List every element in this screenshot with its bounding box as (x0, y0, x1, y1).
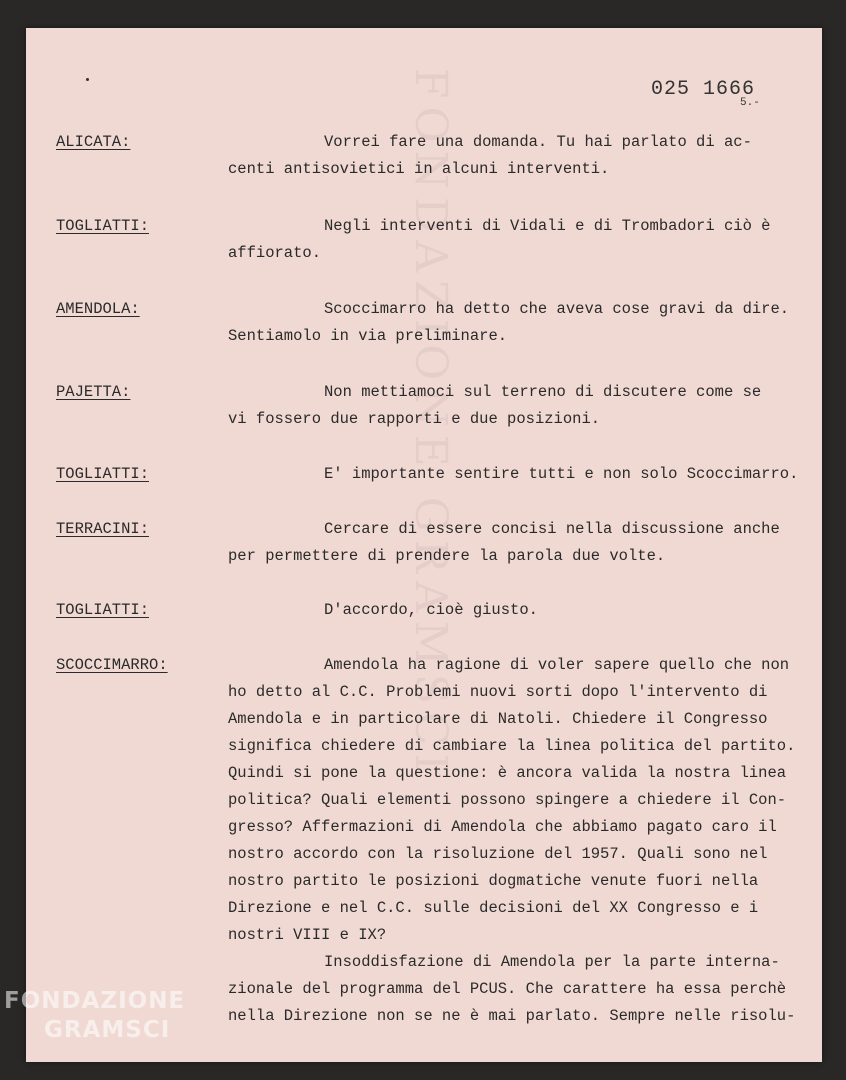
text-line: significa chiedere di cambiare la linea politica del partito. (228, 737, 796, 755)
text-line: nostro partito le posizioni dogmatiche venute fuori nella (228, 872, 759, 890)
text-line: centi antisovietici in alcuni interventi. (228, 160, 610, 178)
text-line: Sentiamolo in via preliminare. (228, 327, 508, 345)
speaker-label: TOGLIATTI: (56, 217, 150, 235)
text-line: Insoddisfazione di Amendola per la parte interna- (324, 953, 780, 971)
text-line: vi fossero due rapporti e due posizioni. (228, 410, 601, 428)
text-line: zionale del programma del PCUS. Che carattere ha essa perchè (228, 980, 787, 998)
text-line: Direzione e nel C.C. sulle decisioni del XX Congresso e i (228, 899, 759, 917)
document-sub-number: 5.- (740, 97, 760, 109)
speaker-label: TOGLIATTI: (56, 465, 150, 483)
speaker-label: AMENDOLA: (56, 300, 140, 318)
text-line: Negli interventi di Vidali e di Trombadori ciò è (324, 217, 771, 235)
text-line: affiorato. (228, 244, 322, 262)
logo-line-2: GRAMSCI (44, 1017, 171, 1043)
text-line: nostri VIII e IX? (228, 926, 387, 944)
document-number: 025 1666 (651, 78, 756, 101)
text-line: nostro accordo con la risoluzione del 1957. Quali sono nel (228, 845, 768, 863)
ink-dot (86, 78, 89, 81)
speaker-label: TOGLIATTI: (56, 601, 150, 619)
speaker-label: SCOCCIMARRO: (56, 656, 168, 674)
speaker-label: TERRACINI: (56, 520, 150, 538)
text-line: gresso? Affermazioni di Amendola che abbiamo pagato caro il (228, 818, 777, 836)
background-watermark: FONDAZIONE GRAMSCI (405, 68, 456, 780)
fondazione-gramsci-logo (4, 990, 185, 1042)
speaker-label: PAJETTA: (56, 383, 131, 401)
text-line: Amendola e in particolare di Natoli. Chiedere il Congresso (228, 710, 768, 728)
text-line: D'accordo, cioè giusto. (324, 601, 538, 619)
document-page (26, 28, 822, 1062)
text-line: per permettere di prendere la parola due volte. (228, 547, 666, 565)
logo-line-1: FONDAZIONE (4, 988, 186, 1014)
speaker-label: ALICATA: (56, 133, 131, 151)
text-line: ho detto al C.C. Problemi nuovi sorti dopo l'intervento di (228, 683, 768, 701)
text-line: nella Direzione non se ne è mai parlato. Sempre nelle risolu- (228, 1007, 796, 1025)
text-line: Scoccimarro ha detto che aveva cose gravi da dire. (324, 300, 790, 318)
text-line: E' importante sentire tutti e non solo Scoccimarro. (324, 465, 799, 483)
text-line: Vorrei fare una domanda. Tu hai parlato di ac- (324, 133, 752, 151)
text-line: politica? Quali elementi possono spingere a chiedere il Con- (228, 791, 787, 809)
text-line: Cercare di essere concisi nella discussione anche (324, 520, 780, 538)
text-line: Non mettiamoci sul terreno di discutere come se (324, 383, 762, 401)
text-line: Quindi si pone la questione: è ancora valida la nostra linea (228, 764, 787, 782)
text-line: Amendola ha ragione di voler sapere quello che non (324, 656, 790, 674)
